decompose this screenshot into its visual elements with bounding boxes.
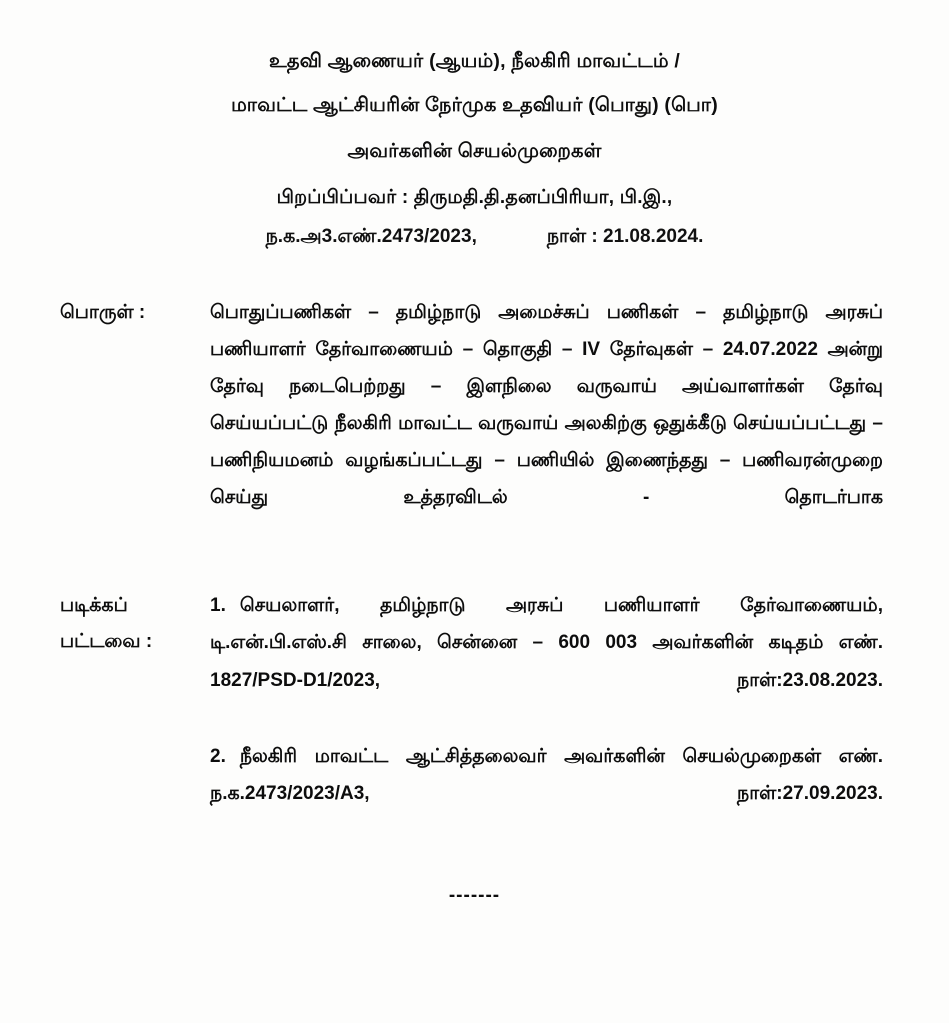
header-line-issuer: பிறப்பிப்பவர் : திருமதி.தி.தனப்பிரியா, பி.இ., xyxy=(276,186,673,208)
reference-item-number: 2. xyxy=(210,745,226,767)
references-label xyxy=(60,587,210,658)
references-label-line2: பட்டவை : xyxy=(60,630,153,652)
reference-row xyxy=(60,226,889,250)
reference-item xyxy=(210,738,883,849)
subject-block xyxy=(60,294,889,553)
reference-number: ந.க.அ3.எண்.2473/2023, xyxy=(265,226,477,248)
document-header xyxy=(60,46,889,212)
reference-item-text: செயலாளர், தமிழ்நாடு அரசுப் பணியாளர் தேர்வாணையம், டி.என்.பி.எஸ்.சி சாலை, சென்னை – 600 003 அவர்களின் கடிதம் எண். 1827/PSD-D1/2023, நாள்:23.08.2023. xyxy=(210,595,883,691)
header-line-office: உதவி ஆணையர் (ஆயம்), நீலகிரி மாவட்டம் / xyxy=(269,50,680,72)
subject-body xyxy=(210,294,889,553)
references-body xyxy=(210,587,889,850)
subject-label: பொருள் : xyxy=(60,302,146,324)
footer-separator: ------- xyxy=(448,884,501,906)
references-block xyxy=(60,587,889,850)
reference-item-number: 1. xyxy=(210,595,226,617)
references-label-line1: படிக்கப் xyxy=(60,595,128,617)
header-line-proceedings: அவர்களின் செயல்முறைகள் xyxy=(347,140,602,163)
reference-date: நாள் : 21.08.2024. xyxy=(546,226,704,248)
subject-text: பொதுப்பணிகள் – தமிழ்நாடு அமைச்சுப் பணிகள் – தமிழ்நாடு அரசுப் பணியாளர் தேர்வாணையம் – தொகுதி – IV தேர்வுகள் – 24.07.2022 அன்று தேர்வு நடைபெற்றது – இளநிலை வருவாய் அய்வாளர்கள் தேர்வு செய்யப்பட்டு நீலகிரி மாவட்ட வருவாய் அலகிற்கு ஒதுக்கீடு செய்யப்பட்டது – பணிநியமனம் வழங்கப்பட்டது – பணியில் இணைந்தது – பணிவரன்முறை செய்து உத்தரவிடல் - தொடர்பாக xyxy=(210,302,883,509)
header-line-designation: மாவட்ட ஆட்சியரின் நேர்முக உதவியர் (பொது) (பொ) xyxy=(231,94,718,117)
reference-item xyxy=(210,587,883,735)
reference-item-text: நீலகிரி மாவட்ட ஆட்சித்தலைவர் அவர்களின் செயல்முறைகள் எண். ந.க.2473/2023/A3, நாள்:27.09.2023. xyxy=(210,745,883,804)
